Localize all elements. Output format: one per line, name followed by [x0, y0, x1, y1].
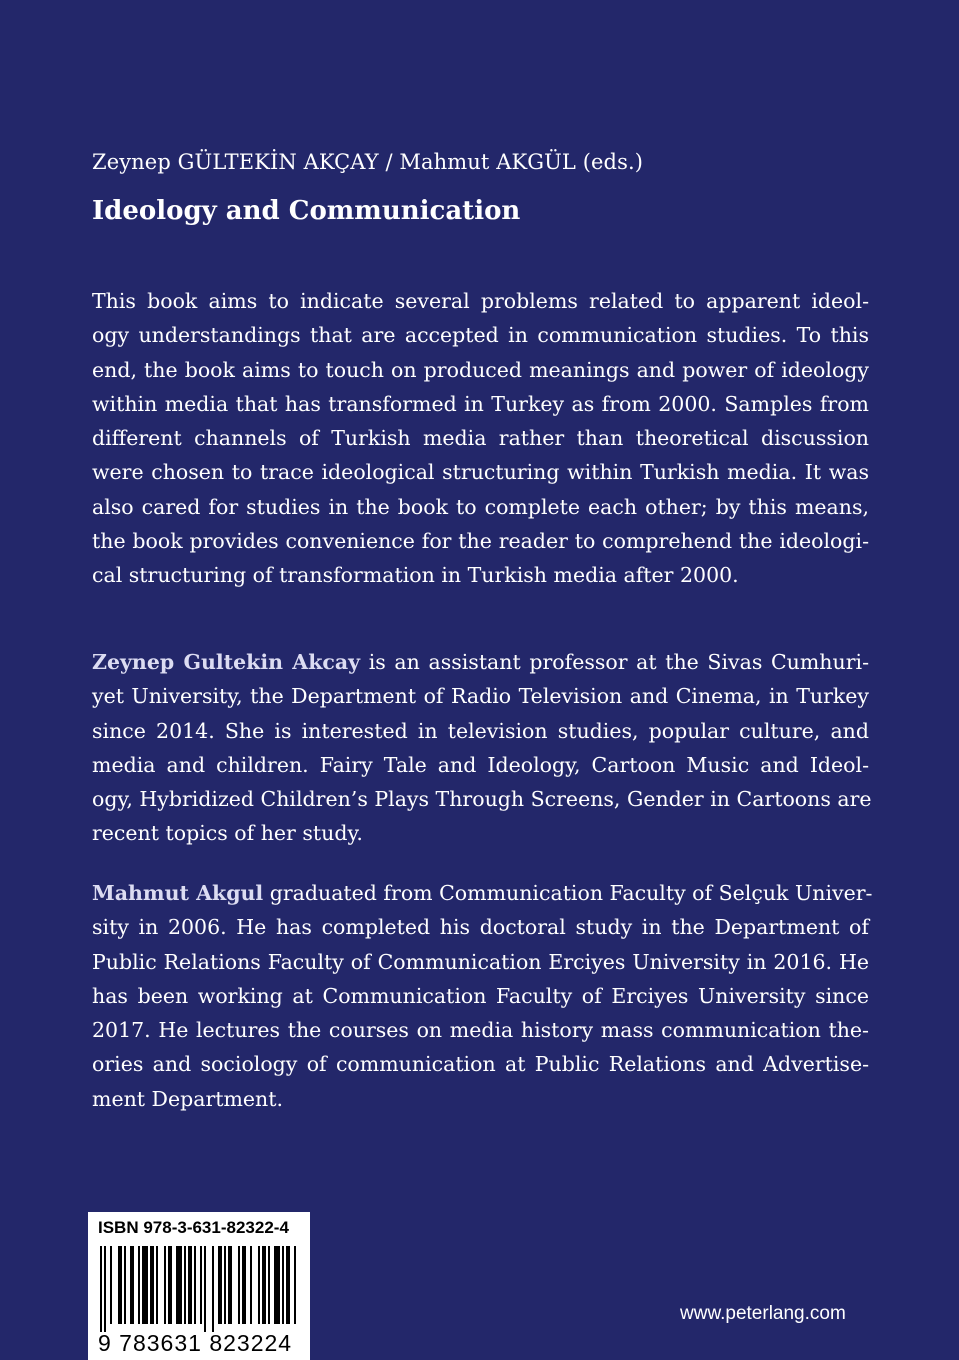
author-name-akgul: Mahmut Akgul — [92, 881, 264, 905]
barcode-bar — [212, 1246, 214, 1332]
barcode-bar — [224, 1246, 226, 1324]
publisher-website: www.peterlang.com — [680, 1303, 846, 1324]
bio-line: recent topics of her study. — [92, 821, 363, 846]
barcode-bar — [104, 1246, 106, 1332]
isbn-label: ISBN 978-3-631-82322-4 — [98, 1218, 289, 1237]
bio-line: Public Relations Faculty of Communication Erciyes University in 2016. He — [92, 949, 869, 974]
blurb-line: the book provides convenience for the reader to comprehend the ideologi- — [92, 529, 869, 554]
bio-line: media and children. Fairy Tale and Ideology, Cartoon Music and Ideol- — [92, 752, 869, 777]
bio-akgul — [92, 876, 873, 1116]
barcode-bar — [274, 1246, 280, 1324]
barcode-bar — [176, 1246, 182, 1324]
barcode-bar — [200, 1246, 202, 1324]
bio-line: has been working at Communication Faculty of Erciyes University since — [92, 983, 869, 1008]
barcode-bar — [188, 1246, 192, 1324]
barcode-bar — [168, 1246, 172, 1324]
blurb-line: different channels of Turkish media rather than theoretical discussion — [92, 426, 869, 451]
barcode-bar — [124, 1246, 126, 1324]
barcode-bar — [184, 1246, 186, 1324]
barcode-bar — [110, 1246, 112, 1324]
blurb-line: were chosen to trace ideological structuring within Turkish media. It was — [92, 460, 869, 485]
barcode-bar — [242, 1246, 246, 1324]
barcode-bar — [262, 1246, 266, 1324]
barcode-bar — [228, 1246, 232, 1324]
bio-line: ogy, Hybridized Children’s Plays Through Screens, Gender in Cartoons are — [92, 787, 872, 812]
blurb-line: ogy understandings that are accepted in communication studies. To this — [92, 323, 869, 348]
barcode-bar — [138, 1246, 140, 1324]
bio-line: since 2014. She is interested in television studies, popular culture, and — [92, 718, 869, 743]
blurb-line: within media that has transformed in Turkey as from 2000. Samples from — [92, 391, 869, 416]
blurb-line: cal structuring of transformation in Turkish media after 2000. — [92, 563, 739, 588]
barcode-bar — [156, 1246, 158, 1324]
barcode-bars — [100, 1246, 298, 1332]
bio-text: is an assistant professor at the Sivas Cumhuri- — [360, 650, 869, 674]
barcode-bar — [294, 1246, 296, 1324]
barcode-bar — [118, 1246, 122, 1324]
barcode-bar — [258, 1246, 260, 1324]
barcode-bar — [250, 1246, 252, 1324]
barcode-bar — [130, 1246, 134, 1324]
bio-akcay — [92, 645, 872, 851]
barcode-bar — [286, 1246, 290, 1324]
author-name-akcay: Zeynep Gultekin Akcay — [92, 650, 361, 674]
blurb-line: This book aims to indicate several problems related to apparent ideol- — [92, 289, 869, 313]
barcode-bar — [142, 1246, 148, 1324]
bio-line: yet University, the Department of Radio Television and Cinema, in Turkey — [92, 684, 869, 709]
barcode-bar — [164, 1246, 166, 1324]
blurb-line: also cared for studies in the book to complete each other; by this means, — [92, 494, 869, 519]
blurb-line: end, the book aims to touch on produced meanings and power of ideology — [92, 357, 869, 382]
barcode-bar — [268, 1246, 270, 1324]
bio-first-line — [92, 876, 873, 910]
barcode-bar — [150, 1246, 154, 1324]
bio-line: sity in 2006. He has completed his doctoral study in the Department of — [92, 915, 869, 940]
editors-line: Zeynep GÜLTEKİN AKÇAY / Mahmut AKGÜL (eds.) — [92, 150, 644, 174]
bio-line: ories and sociology of communication at Public Relations and Advertise- — [92, 1052, 869, 1077]
barcode-bar — [194, 1246, 196, 1324]
bio-first-line — [92, 645, 869, 679]
barcode-bar — [204, 1246, 206, 1332]
barcode-bar — [282, 1246, 284, 1324]
barcode-digits: 9 783631 823224 — [98, 1330, 293, 1356]
bio-text: graduated from Communication Faculty of Selçuk Univer- — [263, 881, 873, 905]
blurb-paragraph — [92, 284, 869, 593]
book-title: Ideology and Communication — [92, 196, 521, 226]
barcode-bar — [218, 1246, 222, 1324]
barcode-bar — [238, 1246, 240, 1324]
bio-line: ment Department. — [92, 1086, 284, 1111]
barcode-bar — [100, 1246, 102, 1332]
bio-line: 2017. He lectures the courses on media history mass communication the- — [92, 1018, 869, 1043]
